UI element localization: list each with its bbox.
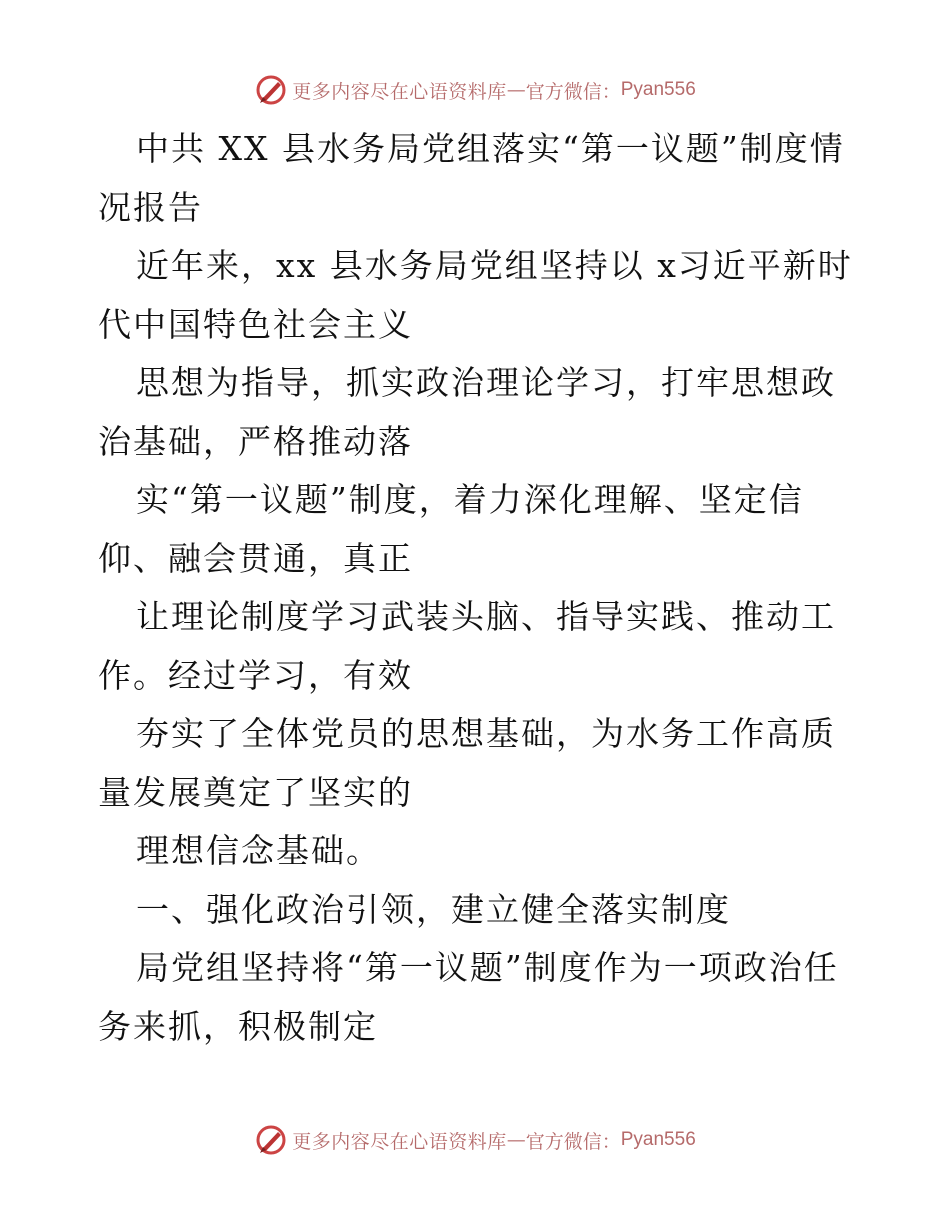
footer-watermark-banner: [0, 1120, 950, 1160]
banner-wechat-id: Pyan556: [620, 1129, 696, 1150]
paragraph-line: 近年来，xx 县水务局党组坚持以 x习近平新时代中国特色社会主义: [98, 246, 853, 344]
banner-wechat-label: 官方微信：: [525, 80, 621, 103]
document-body: [98, 120, 858, 1056]
paragraph-line: 理想信念基础。: [136, 831, 381, 870]
paragraph-line: 让理论制度学习武装头脑、指导实践、推动工作。经过学习，有效: [98, 597, 836, 695]
banner-main-text: 更多内容尽在心语资料库: [292, 1130, 507, 1153]
pen-logo-icon: [254, 73, 288, 107]
banner-wechat-id: Pyan556: [620, 79, 696, 100]
header-watermark-banner: [0, 70, 950, 110]
banner-dash: —: [506, 1129, 526, 1151]
paragraph-line: 思想为指导，抓实政治理论学习，打牢思想政治基础，严格推动落: [98, 363, 836, 461]
banner-main-text: 更多内容尽在心语资料库: [292, 80, 507, 103]
section-heading: 一、强化政治引领，建立健全落实制度: [136, 889, 731, 929]
document-title: 中共 XX 县水务局党组落实“第一议题”制度情况报告: [98, 129, 845, 227]
paragraph-line: 局党组坚持将“第一议题”制度作为一项政治任务来抓，积极制定: [98, 948, 839, 1046]
paragraph-line: 实“第一议题”制度，着力深化理解、坚定信仰、融会贯通，真正: [98, 480, 804, 578]
banner-wechat-label: 官方微信：: [525, 1130, 621, 1153]
banner-dash: —: [506, 79, 526, 101]
paragraph-line: 夯实了全体党员的思想基础，为水务工作高质量发展奠定了坚实的: [98, 714, 836, 812]
pen-logo-icon: [254, 1123, 288, 1157]
